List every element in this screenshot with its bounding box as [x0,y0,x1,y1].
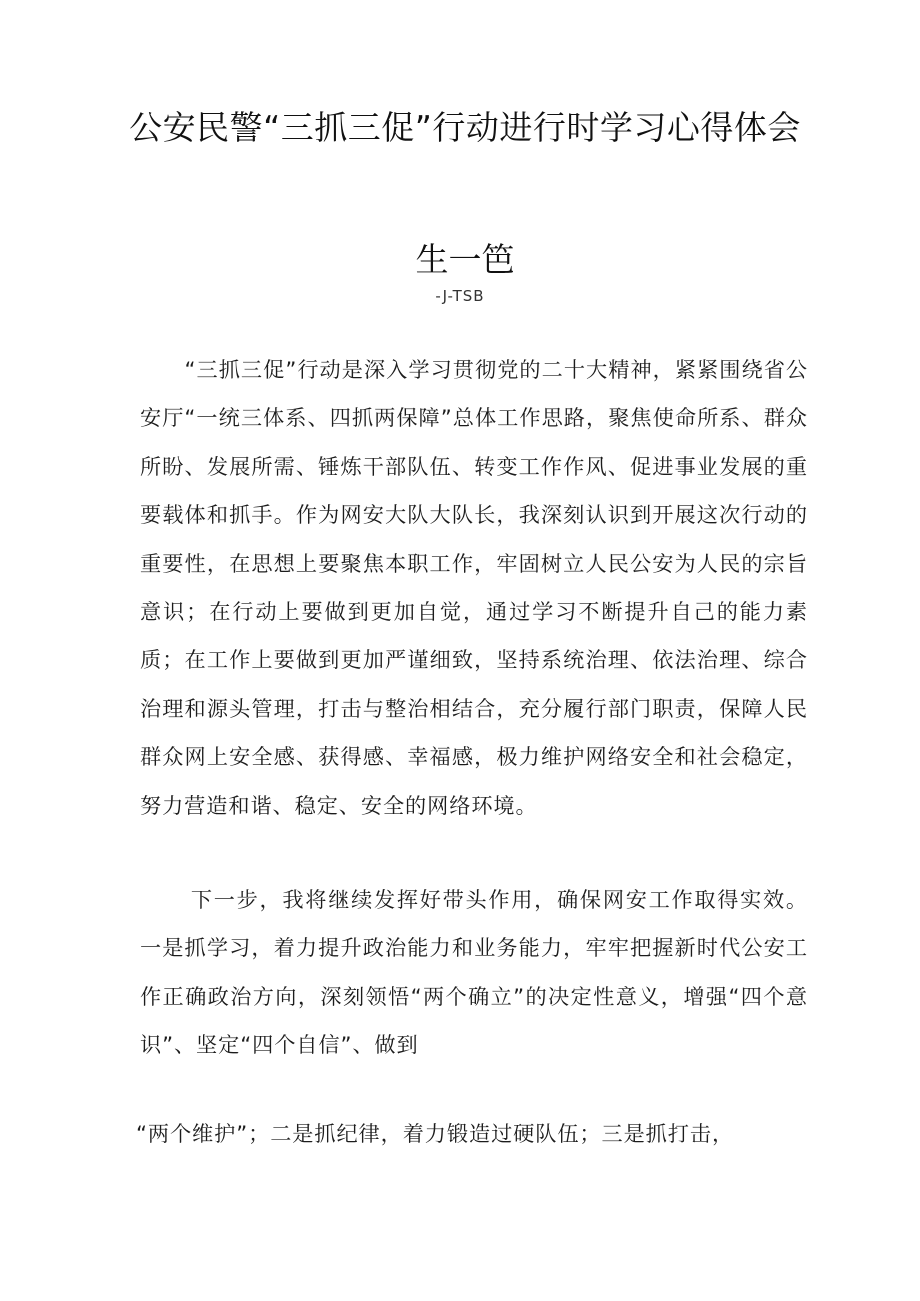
paragraph-2: 下一步，我将继续发挥好带头作用，确保网安工作取得实效。一是抓学习，着力提升政治能力和业务能力，牢牢把握新时代公安工作正确政治方向，深刻领悟“两个确立”的决定性意义，增强“四个意识”、坚定“四个自信”、做到 [140,887,808,1058]
paragraph-1: “三抓三促”行动是深入学习贯彻党的二十大精神，紧紧围绕省公安厅“一统三体系、四抓两保障”总体工作思路，聚焦使命所系、群众所盼、发展所需、锤炼干部队伍、转变工作作风、促进事业发展的重要载体和抓手。作为网安大队大队长，我深刻认识到开展这次行动的重要性，在思想上要聚焦本职工作，牢固树立人民公安为人民的宗旨意识；在行动上要做到更加自觉，通过学习不断提升自己的能力素质；在工作上要做到更加严谨细致，坚持系统治理、依法治理、综合治理和源头管理，打击与整治相结合，充分履行部门职责，保障人民群众网上安全感、获得感、幸福感，极力维护网络安全和社会稳定，努力营造和谐、稳定、安全的网络环境。 [140,357,808,818]
document-subtitle: 生一笆 [415,240,515,279]
subtitle-artifact-text: -J-TSB [435,287,485,305]
document-title: 公安民警“三抓三促”行动进行时学习心得体会 [129,108,801,147]
paragraph-3: “两个维护”；二是抓纪律，着力锻造过硬队伍；三是抓打击， [136,1121,735,1146]
